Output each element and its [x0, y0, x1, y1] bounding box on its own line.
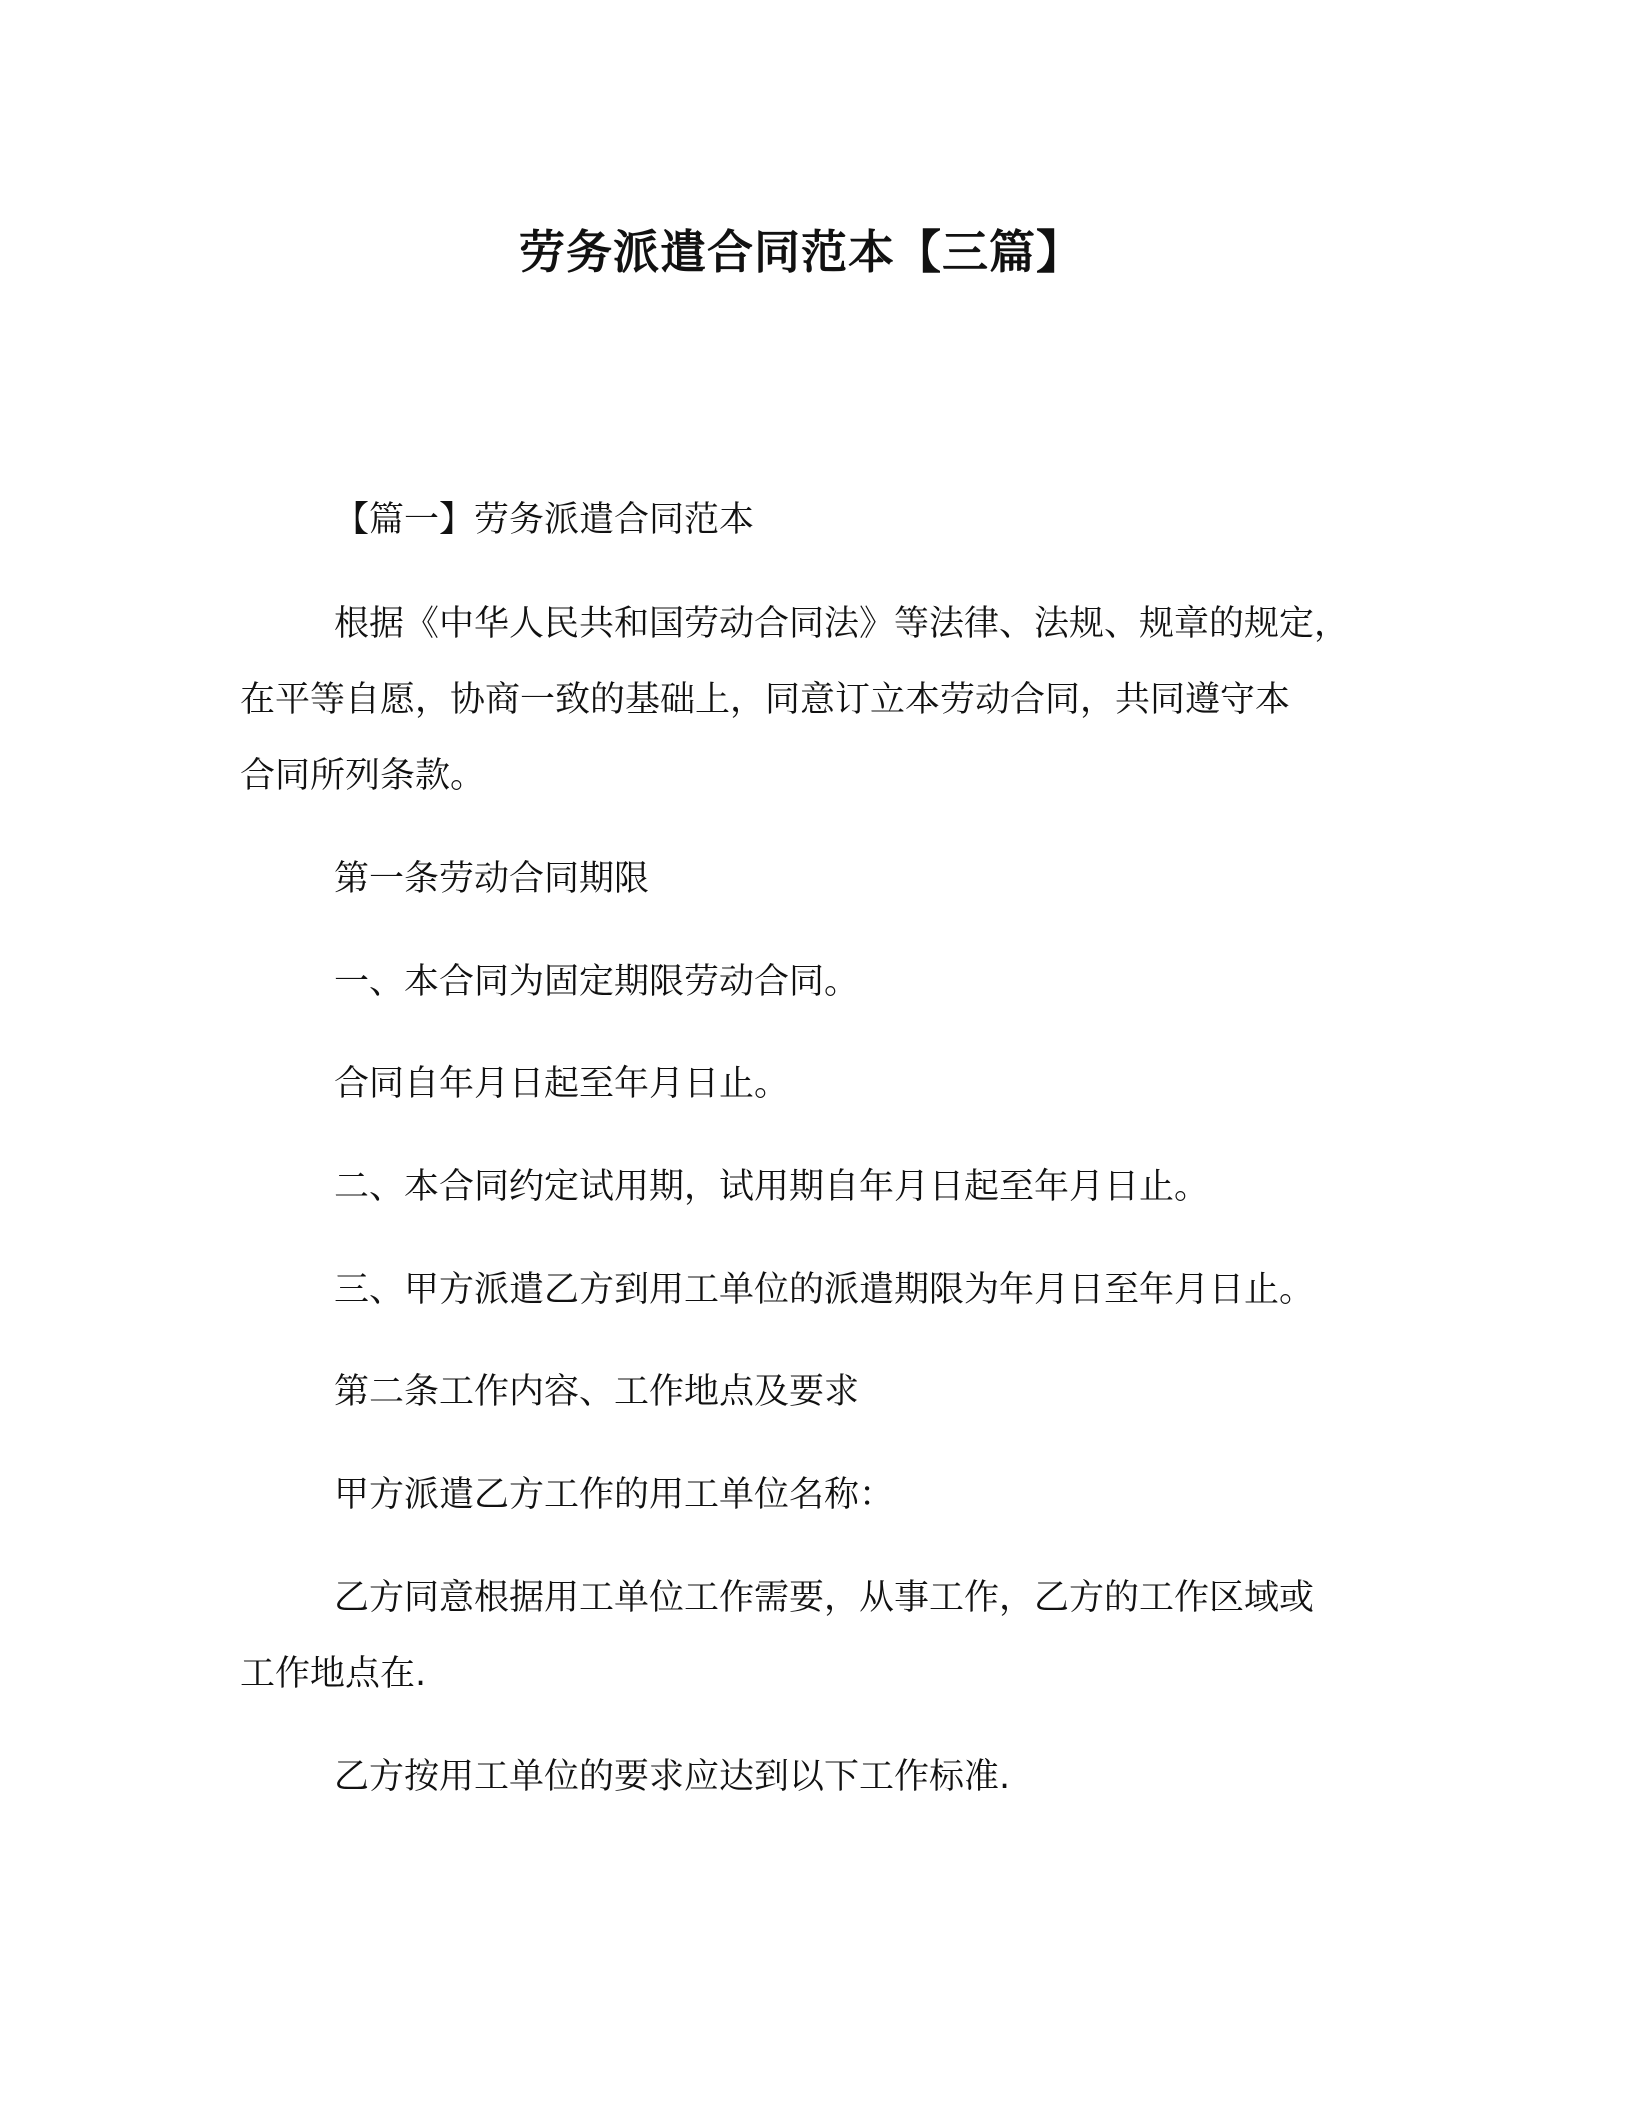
paragraph-line: 合同自年月日起至年月日止。	[334, 1064, 790, 1104]
paragraph-line: 在平等自愿，协商一致的基础上，同意订立本劳动合同，共同遵守本	[240, 680, 1291, 720]
paragraph-line: 二、本合同约定试用期，试用期自年月日起至年月日止。	[334, 1167, 1210, 1207]
article-heading: 第一条劳动合同期限	[334, 859, 650, 899]
paragraph-line: 乙方同意根据用工单位工作需要，从事工作，乙方的工作区域或	[334, 1578, 1315, 1618]
paragraph-line: 根据《中华人民共和国劳动合同法》等法律、法规、规章的规定，	[334, 604, 1350, 644]
article-heading: 第二条工作内容、工作地点及要求	[334, 1372, 860, 1412]
document-title: 劳务派遣合同范本【三篇】	[519, 225, 1083, 279]
section-heading: 【篇一】劳务派遣合同范本	[334, 500, 755, 540]
paragraph-line: 一、本合同为固定期限劳动合同。	[334, 962, 860, 1002]
paragraph-line: 工作地点在.	[240, 1654, 427, 1694]
paragraph-line: 乙方按用工单位的要求应达到以下工作标准.	[334, 1757, 1011, 1797]
paragraph-line: 合同所列条款。	[240, 756, 486, 796]
paragraph-line: 甲方派遣乙方工作的用工单位名称：	[334, 1475, 895, 1515]
paragraph-line: 三、甲方派遣乙方到用工单位的派遣期限为年月日至年月日止。	[334, 1270, 1315, 1310]
